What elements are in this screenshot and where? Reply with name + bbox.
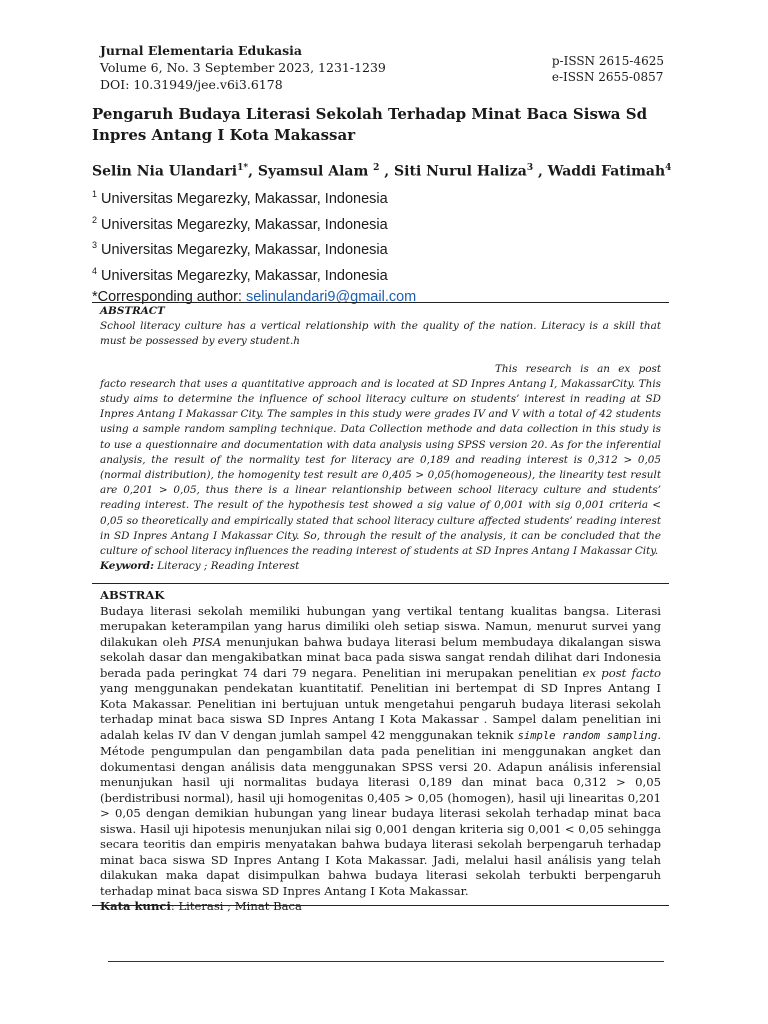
online-issn: e-ISSN 2655-0857 (551, 70, 664, 84)
abstract-indonesian (100, 588, 661, 915)
abstract-bottom-rule (92, 905, 669, 906)
kata-kunci-values: : Literasi ; Minat Baca (170, 899, 302, 913)
corresponding-email-link[interactable]: selinulandari9@gmail.com (245, 288, 417, 305)
abstrak-text: yang menggunakan pendekatan kuantitatif. Penelitian ini bertempat di SD Inpres Antang I Kota Makassar. Penelitian ini bertujuan untuk mengetahui pengaruh budaya literasi sekolah terhadap minat baca siswa SD Inpres Antang I Kota Makassar . Sampel dalam penelitian ini adalah kelas IV dan V dengan jumlah sampel 42 menggunakan teknik (100, 681, 661, 742)
author-name: Waddi Fatimah (547, 163, 666, 180)
abstract-top-rule (92, 302, 669, 303)
kata-kunci-label: Kata kunci (100, 899, 171, 913)
abstrak-text: . Métode pengumpulan dan pengambilan data pada penelitian ini menggunakan angket dan dokumentasi dengan análisis data menggunakan SPSS versi 20. Adapun análisis inferensial menunjukan hasil uji normalitas budaya literasi 0,189 dan minat baca 0,312 > 0,05 (berdistribusi normal), hasil uji homogenitas 0,405 > 0,05 (homogen), hasil uji linearitas 0,201 > 0,05 dengan demikian hubungan yang linear budaya literasi sekolah terhadap minat baca siswa. Hasil uji hipotesis menunjukan nilai sig 0,001 dengan kriteria sig 0,001 < 0,05 sehingga secara teoritis dan empiris menyatakan bahwa budaya literasi sekolah berpengaruh terhadap minat baca siswa SD Inpres Antang I Kota Makassar. Jadi, melalui hasil análisis yang telah dilakukan maka dapat disimpulkan bahwa budaya literasi sekolah terbukti berpengaruh terhadap minat baca siswa SD Inpres Antang I Kota Makassar. (100, 727, 662, 898)
affiliation-mark: 3 (92, 240, 98, 251)
affiliation-mark: 2 (92, 214, 98, 225)
affiliation-item (92, 261, 416, 287)
journal-doi: DOI: 10.31949/jee.v6i3.6178 (100, 77, 283, 92)
abstrak-italic-term: PISA (192, 634, 222, 649)
author-name: Selin Nia Ulandari (92, 163, 238, 180)
article-title: Pengaruh Budaya Literasi Sekolah Terhadap Minat Baca Siswa Sd Inpres Antang I Kota Makassar (92, 105, 648, 144)
kata-kunci-line (100, 899, 661, 915)
journal-volume: Volume 6, No. 3 September 2023, 1231-1239 (100, 60, 386, 75)
keyword-values: Literacy ; Reading Interest (153, 560, 300, 573)
author-mark: 4 (665, 163, 672, 173)
affiliation-item (92, 235, 416, 261)
abstrak-text: Budaya literasi sekolah memiliki hubungan yang vertikal tentang kualitas bangsa. Literasi merupakan keterampilan yang harus dimiliki oleh setiap siswa. Namun, menurut survei yang dilakukan oleh (100, 603, 661, 649)
affiliation-text: Universitas Megarezky, Makassar, Indonesia (97, 242, 388, 259)
keyword-line (100, 559, 661, 574)
affiliation-mark: 1 (92, 189, 98, 199)
author-mark: 3 (526, 163, 534, 173)
author-mark: 2 (373, 163, 380, 173)
abstrak-paragraph (100, 604, 661, 900)
author-list: Selin Nia Ulandari$^{1*}$, Syamsul Alam $^2$ , Siti Nurul Haliza$^3$ , Waddi Fatimah$^4$ (92, 163, 672, 180)
author-name: Siti Nurul Haliza (394, 163, 527, 180)
abstrak-italic-term: simple random sampling (517, 729, 658, 742)
author-mark: 1* (237, 163, 249, 173)
abstract-english (100, 304, 661, 574)
affiliation-list (92, 184, 416, 307)
issn-block (552, 53, 664, 85)
abstract-divider-rule (92, 583, 669, 584)
author-name: Syamsul Alam (257, 163, 374, 180)
abstrak-italic-term: ex post facto (582, 665, 662, 680)
corresponding-label: *Corresponding author: (92, 288, 246, 305)
abstrak-heading: ABSTRAK (100, 588, 165, 602)
affiliation-text: Universitas Megarezky, Makassar, Indonesia (97, 216, 388, 233)
footer-rule (108, 961, 664, 962)
abstract-paragraph: This research is an ex post facto research that uses a quantitative approach and is located at SD Inpres Antang I, MakassarCity. This study aims to determine the influence of school literacy culture on students’ interest in reading at SD Inpres Antang I Makassar City. The samples in this study were grades IV and V with a total of 42 students using a sample random sampling technique. Data Collection methode and data collection in this study is to use a questionnaire and documentation with data analysis using SPSS version 20. As for the inferential analysis, the result of the normality test for literacy are 0,189 and reading interest is 0,312 > 0,05 (normal distribution), the homogenity test result are 0,405 > 0,05(homogeneous), the linearity test result are 0,201 > 0,05, thus there is a linear relantionship between school literacy culture and students’ reading interest. The result of the hypothesis test showed a sig value of 0,001 with sig 0,001 criteria < 0,05 so theoretically and empirically stated that school literacy culture affected students’ reading interest in SD Inpres Antang I Makassar City. So, through the result of the analysis, it can be concluded that the culture of school literacy influences the reading interest of students at SD Inpres Antang I Makassar City. (100, 362, 661, 558)
abstract-paragraph: School literacy culture has a vertical relationship with the quality of the nation. Literacy is a skill that must be possessed by every student.h (100, 320, 661, 348)
affiliation-text: Universitas Megarezky, Makassar, Indonesia (97, 190, 388, 207)
keyword-label: Keyword: (100, 560, 154, 573)
print-issn: p-ISSN 2615-4625 (551, 54, 664, 68)
affiliation-text: Universitas Megarezky, Makassar, Indonesia (97, 267, 388, 284)
abstract-heading: ABSTRACT (100, 305, 165, 317)
journal-name: Jurnal Elementaria Edukasia (100, 43, 303, 58)
abstrak-text: menunjukan bahwa budaya literasi belum membudaya dikalangan siswa sekolah dasar dan mengakibatkan minat baca pada siswa sangat rendah dilihat dari Indonesia berada pada peringkat 74 dari 79 negara. Penelitian ini merupakan penelitian (100, 634, 661, 680)
affiliation-item (92, 210, 416, 236)
affiliation-mark: 4 (92, 265, 98, 276)
journal-header (100, 42, 386, 93)
affiliation-item (92, 184, 416, 210)
